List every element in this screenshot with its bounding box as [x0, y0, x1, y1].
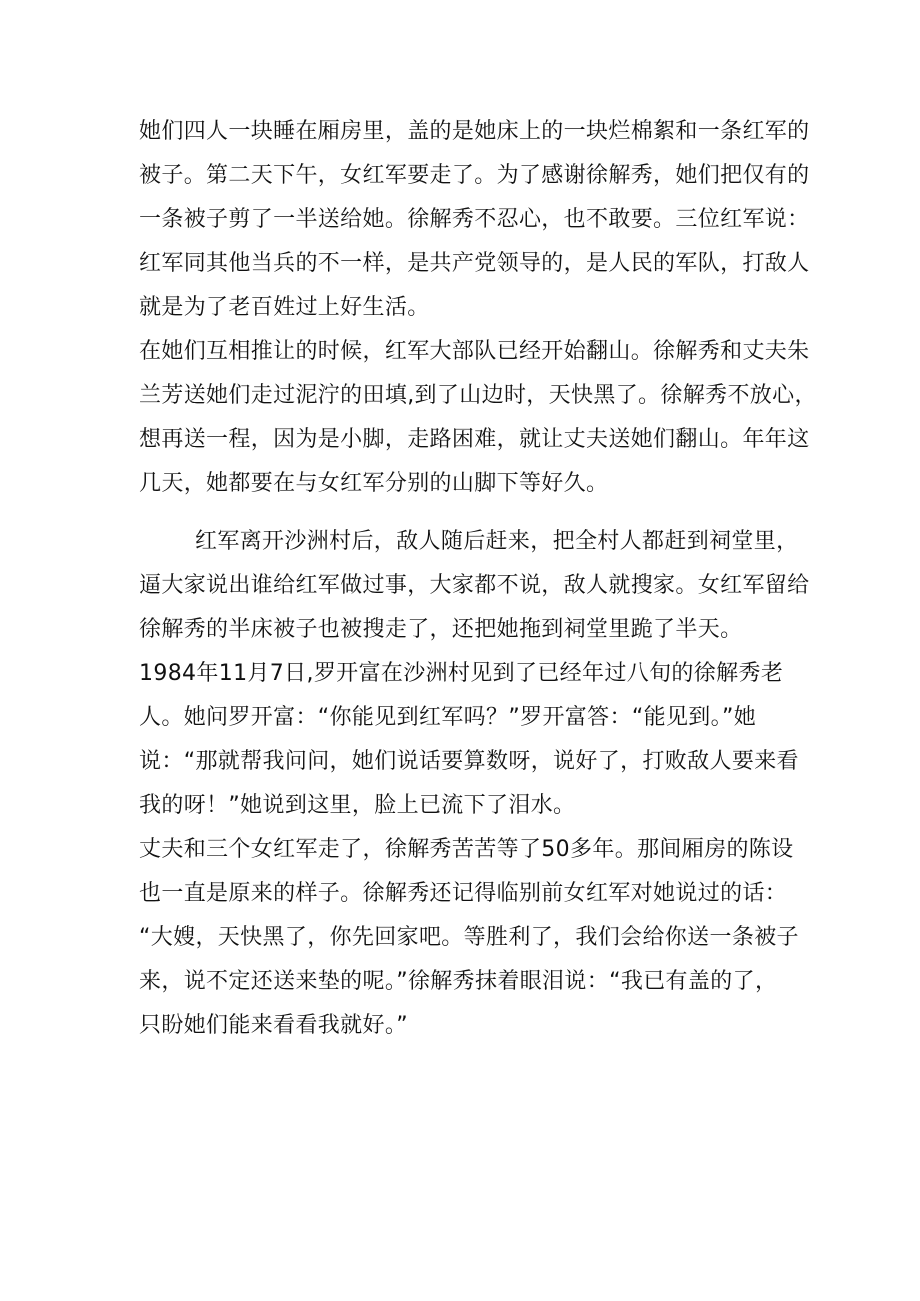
- text-line: “大嫂，天快黑了，你先回家吧。等胜利了，我们会给你送一条被子: [139, 925, 799, 950]
- text-line: 也一直是原来的样子。徐解秀还记得临别前女红军对她说过的话：: [139, 881, 788, 906]
- text-line: 红军离开沙洲村后，敌人随后赶来，把全村人都赶到祠堂里，: [195, 529, 799, 554]
- text-line: 就是为了老百姓过上好生活。: [139, 295, 430, 320]
- text-line: 想再送一程，因为是小脚，走路困难，就让丈夫送她们翻山。年年这: [139, 427, 810, 452]
- text-line: 逼大家说出谁给红军做过事，大家都不说，敌人就搜家。女红军留给: [139, 573, 810, 598]
- text-line: 兰芳送她们走过泥泞的田填,到了山边时，天快黑了。徐解秀不放心，: [139, 383, 817, 408]
- text-line: 徐解秀的半床被子也被搜走了，还把她拖到祠堂里跪了半天。: [139, 617, 743, 642]
- text-line: 几天，她都要在与女红军分别的山脚下等好久。: [139, 471, 609, 496]
- text-line: 说：“那就帮我问问，她们说话要算数呀，说好了，打败敌人要来看: [139, 749, 799, 774]
- text-line: 一条被子剪了一半送给她。徐解秀不忍心，也不敢要。三位红军说：: [139, 207, 810, 232]
- text-line: 1984年11月7日,罗开富在沙洲村见到了已经年过八旬的徐解秀老: [139, 661, 784, 686]
- text-line: 来，说不定还送来垫的呢。”徐解秀抹着眼泪说：“我已有盖的了，: [139, 969, 778, 994]
- text-line: 只盼她们能来看看我就好。”: [139, 1013, 408, 1038]
- text-line: 红军同其他当兵的不一样，是共产党领导的，是人民的军队，打敌人: [139, 251, 810, 276]
- text-line: 在她们互相推让的时候，红军大部队已经开始翻山。徐解秀和丈夫朱: [139, 339, 810, 364]
- text-line: 人。她问罗开富：“你能见到红军吗？”罗开富答：“能见到。”她: [139, 705, 757, 730]
- text-line: 我的呀！”她说到这里，脸上已流下了泪水。: [139, 793, 576, 818]
- text-line: 她们四人一块睡在厢房里，盖的是她床上的一块烂棉絮和一条红军的: [139, 119, 810, 144]
- text-line: 被子。第二天下午，女红军要走了。为了感谢徐解秀，她们把仅有的: [139, 163, 810, 188]
- text-line: 丈夫和三个女红军走了，徐解秀苦苦等了50多年。那间厢房的陈设: [139, 837, 794, 862]
